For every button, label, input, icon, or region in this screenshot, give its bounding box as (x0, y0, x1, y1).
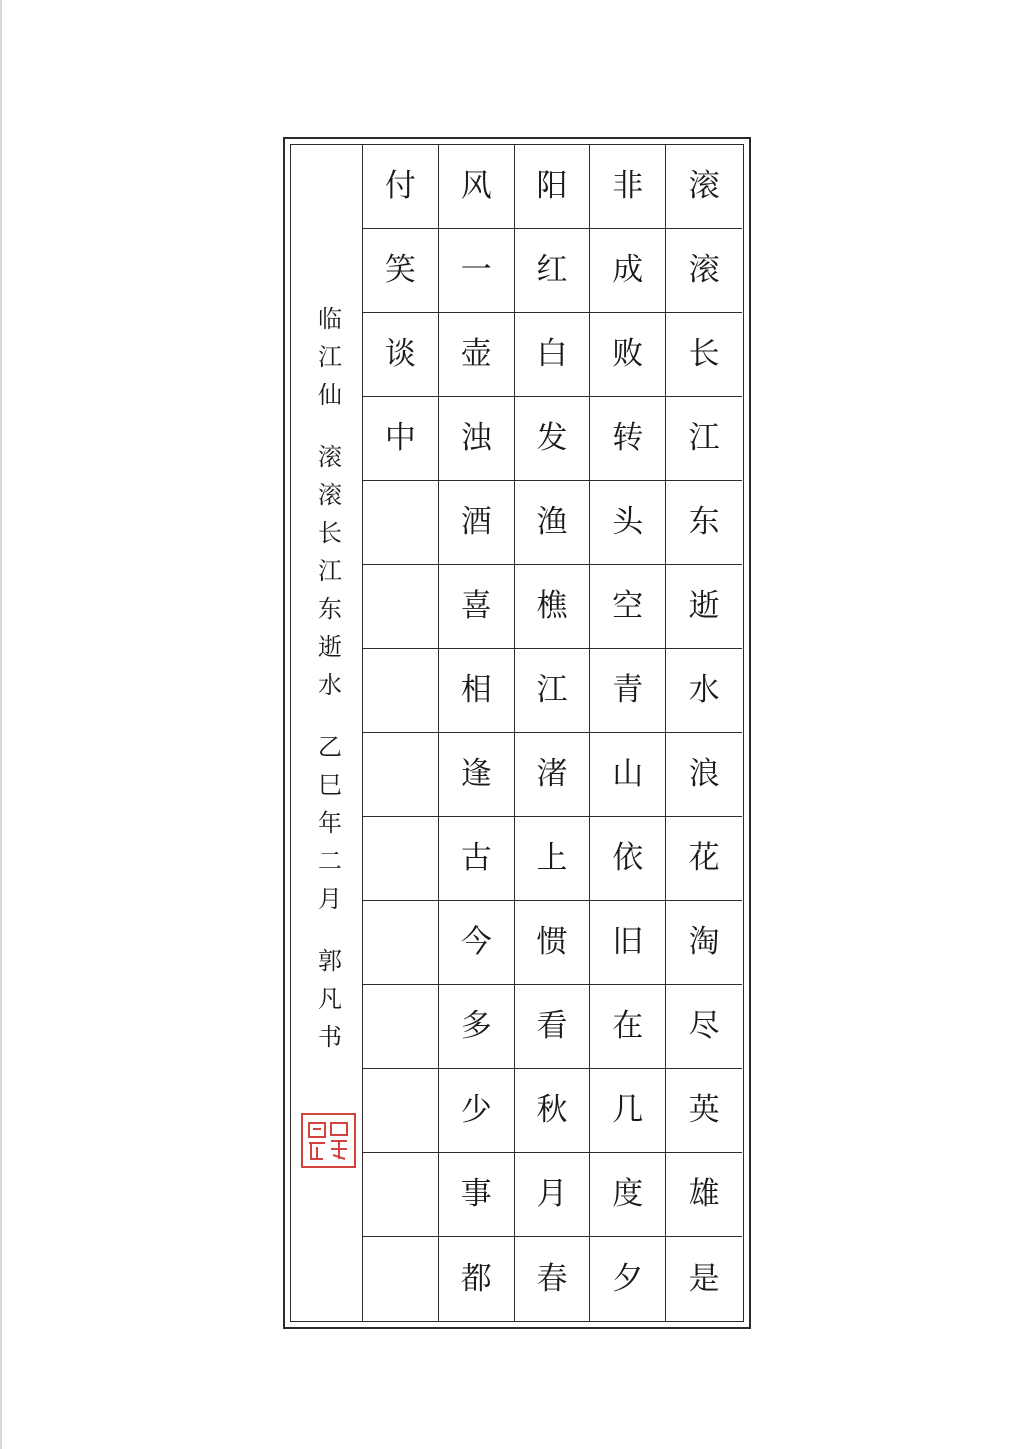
grid-cell: 阳 (515, 145, 591, 229)
grid-cell: 东 (666, 481, 742, 565)
grid-cell: 事 (439, 1153, 515, 1237)
grid-cell (363, 901, 439, 985)
signature-char: 郭 (318, 947, 342, 975)
grid-cell: 度 (590, 1153, 666, 1237)
grid-cell (363, 733, 439, 817)
grid-cell: 多 (439, 985, 515, 1069)
grid-cell (363, 1237, 439, 1321)
grid-cell: 青 (590, 649, 666, 733)
grid-cell: 长 (666, 313, 742, 397)
grid-cell: 滚 (666, 145, 742, 229)
grid-cell: 月 (515, 1153, 591, 1237)
grid-cell (363, 817, 439, 901)
grid-cell: 中 (363, 397, 439, 481)
grid-cell: 付 (363, 145, 439, 229)
grid-cell: 夕 (590, 1237, 666, 1321)
grid-cell: 败 (590, 313, 666, 397)
grid-cell: 转 (590, 397, 666, 481)
grid-cell: 今 (439, 901, 515, 985)
seal-icon (303, 1115, 354, 1166)
signature-char: 月 (318, 885, 342, 913)
grid-cell: 头 (590, 481, 666, 565)
signature-char: 东 (318, 595, 342, 623)
seal-stamp (301, 1113, 356, 1168)
grid-cell: 红 (515, 229, 591, 313)
grid-cell: 雄 (666, 1153, 742, 1237)
grid-cell: 成 (590, 229, 666, 313)
grid-cell: 在 (590, 985, 666, 1069)
signature-char: 江 (318, 343, 342, 371)
grid-cell: 樵 (515, 565, 591, 649)
grid-cell: 旧 (590, 901, 666, 985)
grid-cell (363, 1153, 439, 1237)
grid-cell: 壶 (439, 313, 515, 397)
signature-char: 逝 (318, 633, 342, 661)
signature-char: 临 (318, 305, 342, 333)
grid-cell: 依 (590, 817, 666, 901)
grid-cell: 一 (439, 229, 515, 313)
signature-char: 巳 (318, 771, 342, 799)
grid-cell: 秋 (515, 1069, 591, 1153)
grid-cell: 非 (590, 145, 666, 229)
signature-char: 江 (318, 557, 342, 585)
grid-cell: 白 (515, 313, 591, 397)
signature-char: 滚 (318, 481, 342, 509)
grid-cell: 春 (515, 1237, 591, 1321)
signature-char: 书 (318, 1023, 342, 1051)
grid-cell: 江 (515, 649, 591, 733)
grid-cell: 风 (439, 145, 515, 229)
grid-cell: 逢 (439, 733, 515, 817)
grid-cell: 笑 (363, 229, 439, 313)
signature-char: 二 (318, 847, 342, 875)
grid-cell: 空 (590, 565, 666, 649)
grid-cell: 滚 (666, 229, 742, 313)
signature-char: 年 (318, 809, 342, 837)
grid-cell: 渔 (515, 481, 591, 565)
grid-cell: 浊 (439, 397, 515, 481)
signature-char: 凡 (318, 985, 342, 1013)
grid-cell: 渚 (515, 733, 591, 817)
grid-cell: 淘 (666, 901, 742, 985)
grid-cell: 英 (666, 1069, 742, 1153)
grid-cell (363, 649, 439, 733)
grid-cell: 上 (515, 817, 591, 901)
grid-cell: 少 (439, 1069, 515, 1153)
grid-cell: 谈 (363, 313, 439, 397)
grid-cell: 花 (666, 817, 742, 901)
grid-cell: 浪 (666, 733, 742, 817)
grid-cell: 都 (439, 1237, 515, 1321)
grid-cell: 逝 (666, 565, 742, 649)
grid-cell: 发 (515, 397, 591, 481)
signature-char: 长 (318, 519, 342, 547)
grid-cell: 山 (590, 733, 666, 817)
grid-cell (363, 1069, 439, 1153)
signature-char: 仙 (318, 381, 342, 409)
grid-cell: 看 (515, 985, 591, 1069)
grid-cell: 尽 (666, 985, 742, 1069)
grid-cell: 是 (688, 1260, 720, 1297)
grid-cell: 江 (666, 397, 742, 481)
grid-cell (363, 481, 439, 565)
grid-cell: 喜 (439, 565, 515, 649)
grid-cell: 相 (439, 649, 515, 733)
grid-cell: 水 (666, 649, 742, 733)
grid-cell: 几 (590, 1069, 666, 1153)
character-grid (362, 145, 742, 1321)
grid-cell (363, 565, 439, 649)
signature-char: 滚 (318, 443, 342, 471)
grid-cell: 酒 (439, 481, 515, 565)
grid-cell: 古 (439, 817, 515, 901)
page-edge (0, 0, 2, 1449)
grid-cell (363, 985, 439, 1069)
grid-cell: 惯 (515, 901, 591, 985)
signature-char: 乙 (318, 733, 342, 761)
signature-char: 水 (318, 671, 342, 699)
